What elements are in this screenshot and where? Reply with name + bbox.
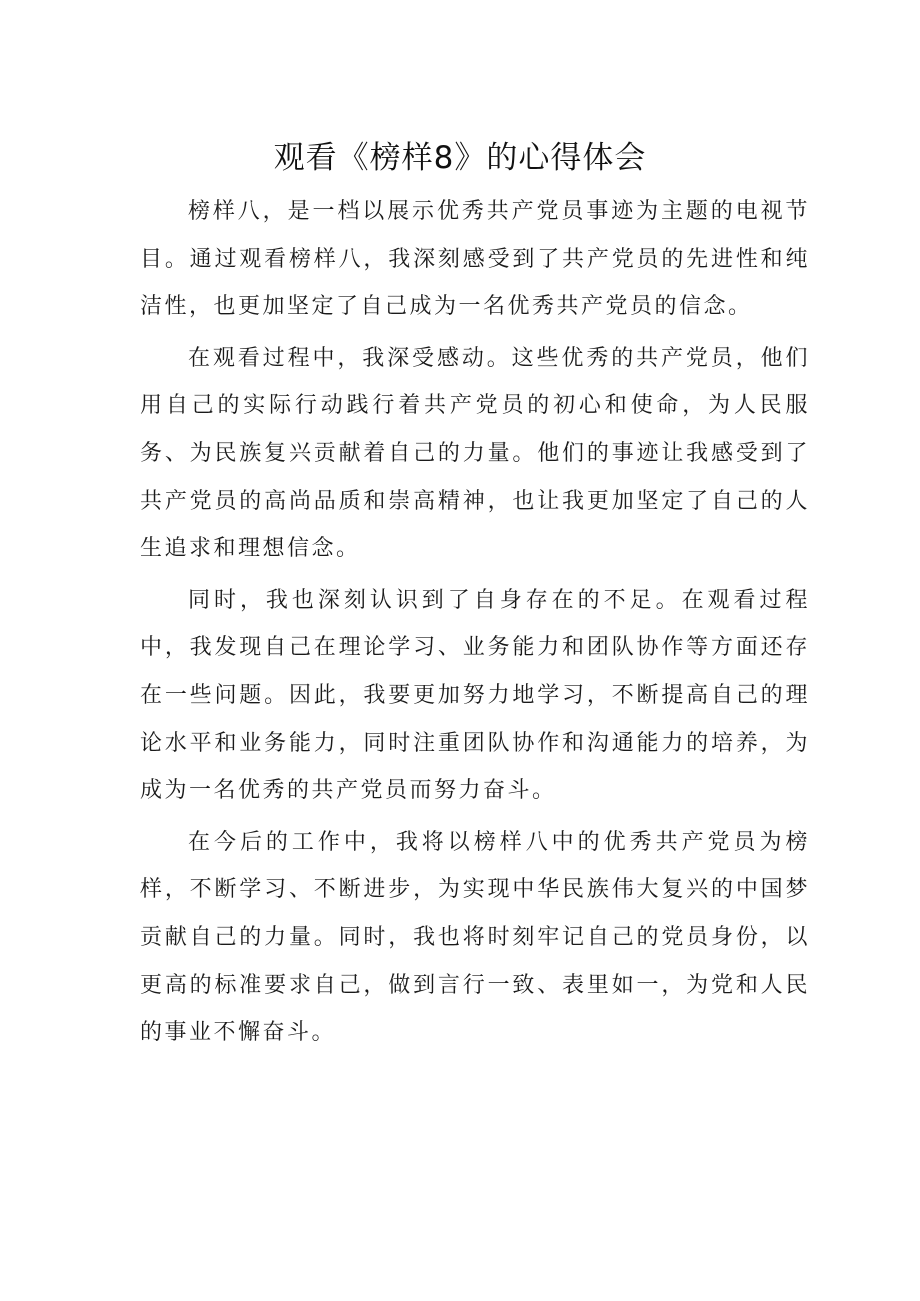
document-title: 观看《榜样8》的心得体会 — [273, 140, 647, 176]
paragraph-3: 同时，我也深刻认识到了自身存在的不足。在观看过程中，我发现自己在理论学习、业务能力和团队协作等方面还存在一些问题。因此，我要更加努力地学习，不断提高自己的理论水平和业务能力，同时注重团队协作和沟通能力的培养，为成为一名优秀的共产党员而努力奋斗。 — [140, 587, 810, 804]
paragraph-1: 榜样八，是一档以展示优秀共产党员事迹为主题的电视节目。通过观看榜样八，我深刻感受到了共产党员的先进性和纯洁性，也更加坚定了自己成为一名优秀共产党员的信念。 — [140, 199, 810, 320]
paragraph-4: 在今后的工作中，我将以榜样八中的优秀共产党员为榜样，不断学习、不断进步，为实现中华民族伟大复兴的中国梦贡献自己的力量。同时，我也将时刻牢记自己的党员身份，以更高的标准要求自己，做到言行一致、表里如一，为党和人民的事业不懈奋斗。 — [140, 829, 810, 1046]
document-body — [140, 188, 810, 1061]
paragraph-2: 在观看过程中，我深受感动。这些优秀的共产党员，他们用自己的实际行动践行着共产党员的初心和使命，为人民服务、为民族复兴贡献着自己的力量。他们的事迹让我感受到了共产党员的高尚品质和崇高精神，也让我更加坚定了自己的人生追求和理想信念。 — [140, 345, 810, 562]
